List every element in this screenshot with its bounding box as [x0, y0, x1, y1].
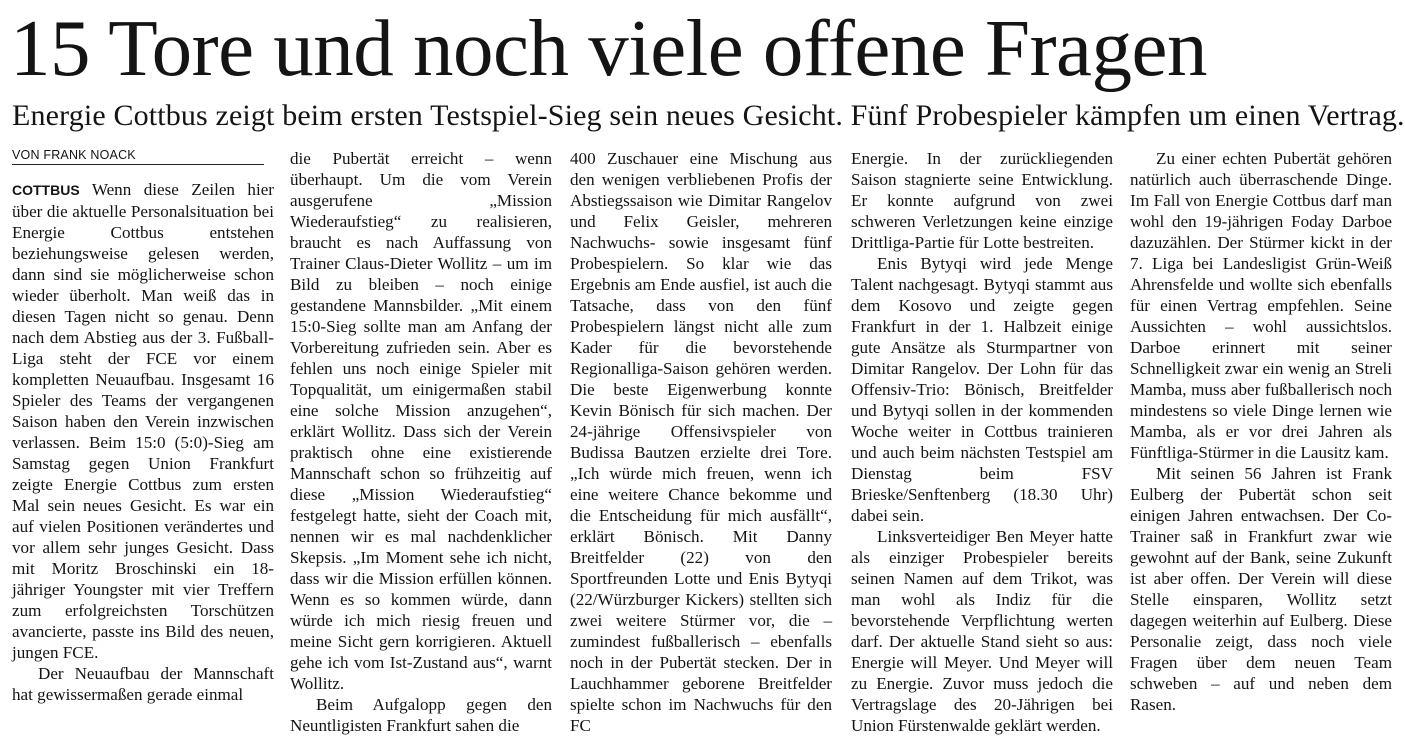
article-column-2 [290, 148, 552, 735]
subheadline: Energie Cottbus zeigt beim ersten Testspiel-Sieg sein neues Gesicht. Fünf Probespieler kämpfen um einen Vertrag. [12, 99, 1405, 132]
article-column-3 [570, 148, 832, 735]
paragraph [12, 179, 274, 663]
paragraph: Zu einer echten Pubertät gehören natürlich auch überraschende Dinge. Im Fall von Energie Cottbus darf man wohl den 19-jährigen Foday Darboe dazuzählen. Der Stürmer kickt in der 7. Liga bei Landesligist Grün-Weiß Ahrensfelde und wollte sich ebenfalls für einen Vertrag empfehlen. Seine Aussichten – wohl aussichtslos. Darboe erinnert mit seiner Schnelligkeit zwar ein wenig an Streli Mamba, muss aber fußballerisch noch mindestens so viele Dinge lernen wie Mamba, als er vor drei Jahren als Fünftliga-Stürmer in die Lausitz kam. [1130, 149, 1392, 462]
paragraph: Enis Bytyqi wird jede Menge Talent nachgesagt. Bytyqi stammt aus dem Kosovo und zeigte gegen Frankfurt in der 1. Halbzeit einige gute Ansätze als Sturmpartner von Dimitar Rangelov. Der Lohn für das Offensiv-Trio: Bönisch, Breitfelder und Bytyqi sollen in der kommenden Woche weiter in Cottbus trainieren und auch beim nächsten Testspiel am Dienstag beim FSV Brieske/Senftenberg (18.30 Uhr) dabei sein. [851, 254, 1113, 525]
paragraph: Energie. In der zurückliegenden Saison stagnierte seine Entwicklung. Er konnte aufgrund von zwei schweren Verletzungen keine einzige Drittliga-Partie für Lotte bestreiten. [851, 149, 1113, 252]
article-column-1 [12, 148, 275, 704]
paragraph: Der Neuaufbau der Mannschaft hat gewissermaßen gerade einmal [12, 664, 274, 704]
paragraph: die Pubertät erreicht – wenn überhaupt. Um die vom Verein ausgerufene „Mission Wiederaufstieg“ zu realisieren, braucht es nach Auffassung von Trainer Claus-Dieter Wollitz – um im Bild zu bleiben – noch einige gestandene Mannsbilder. „Mit einem 15:0-Sieg sollte man am Anfang der Vorbereitung zufrieden sein. Aber es fehlen uns noch einige Spieler mit Topqualität, um einigermaßen stabil eine solche Mission anzugehen“, erklärt Wollitz. Dass sich der Verein praktisch ohne eine existierende Mannschaft schon so frühzeitig auf diese „Mission Wiederaufstieg“ festgelegt hatte, sieht der Coach mit, nennen wir es mal nachdenklicher Skepsis. „Im Moment sehe ich nicht, dass wir die Mission erfüllen können. Wenn es so kommen würde, dann würde ich mich riesig freuen und meine Sicht gern korrigieren. Aktuell gehe ich vom Ist-Zustand aus“, warnt Wollitz. [290, 149, 552, 693]
article-column-5 [1130, 148, 1392, 714]
article-column-4 [851, 148, 1113, 735]
paragraph-text: Wenn diese Zeilen hier über die aktuelle Personalsituation bei Energie Cottbus entstehen beziehungsweise gelesen werden, dann sind sie möglicherweise schon wieder überholt. Man weiß das in diesen Tagen nicht so genau. Denn nach dem Abstieg aus der 3. Fußball-Liga steht der FCE vor einem kompletten Neuaufbau. Insgesamt 16 Spieler des Teams der vergangenen Saison haben den Verein inzwischen verlassen. Beim 15:0 (5:0)-Sieg am Samstag gegen Union Frankfurt zeigte Energie Cottbus zum ersten Mal sein neues Gesicht. Es war ein auf vielen Positionen verändertes und vor allem sehr junges Gesicht. Dass mit Moritz Broschinski ein 18-jähriger Youngster mit vier Treffern zum erfolgreichsten Torschützen avancierte, passte ins Bild des neuen, jungen FCE. [12, 180, 275, 662]
headline: 15 Tore und noch viele offene Fragen [10, 3, 1207, 93]
paragraph: 400 Zuschauer eine Mischung aus den wenigen verbliebenen Profis der Abstiegssaison wie Dimitar Rangelov und Felix Geisler, mehreren Nachwuchs- sowie insgesamt fünf Probespielern. So klar wie das Ergebnis am Ende ausfiel, ist auch die Tatsache, dass von den fünf Probespielern längst nicht alle zum Kader für die bevorstehende Regionalliga-Saison gehören werden. Die beste Eigenwerbung konnte Kevin Bönisch für sich machen. Der 24-jährige Offensivspieler von Budissa Bautzen erzielte drei Tore. „Ich würde mich freuen, wenn ich eine weitere Chance bekomme und die Entscheidung für mich ausfällt“, erklärt Bönisch. Mit Danny Breitfelder (22) von den Sportfreunden Lotte und Enis Bytyqi (22/Würzburger Kickers) stellten sich zwei weitere Stürmer vor, die – zumindest fußballerisch – ebenfalls noch in der Pubertät stecken. Der in Lauchhammer geborene Breitfelder spielte schon im Nachwuchs für den FC [570, 149, 832, 735]
paragraph: Mit seinen 56 Jahren ist Frank Eulberg der Pubertät schon seit einigen Jahren entwachsen. Der Co-Trainer saß in Frankfurt zwar wie gewohnt auf der Bank, seine Zukunft ist aber offen. Der Verein will diese Stelle einsparen, Wollitz setzt dagegen weiterhin auf Eulberg. Diese Personalie zeigt, dass noch viele Fragen über dem neuen Team schweben – auf und neben dem Rasen. [1130, 464, 1392, 714]
byline: VON FRANK NOACK [12, 148, 264, 165]
paragraph: Linksverteidiger Ben Meyer hatte als einziger Probespieler bereits seinen Namen auf dem Trikot, was man wohl als Indiz für die bevorstehende Verpflichtung werten darf. Der aktuelle Stand sieht so aus: Energie will Meyer. Und Meyer will zu Energie. Zuvor muss jedoch die Vertragslage des 20-Jährigen bei Union Fürstenwalde geklärt werden. [851, 527, 1113, 735]
paragraph: Beim Aufgalopp gegen den Neuntligisten Frankfurt sahen die [290, 695, 552, 735]
dateline: COTTBUS [12, 182, 80, 198]
